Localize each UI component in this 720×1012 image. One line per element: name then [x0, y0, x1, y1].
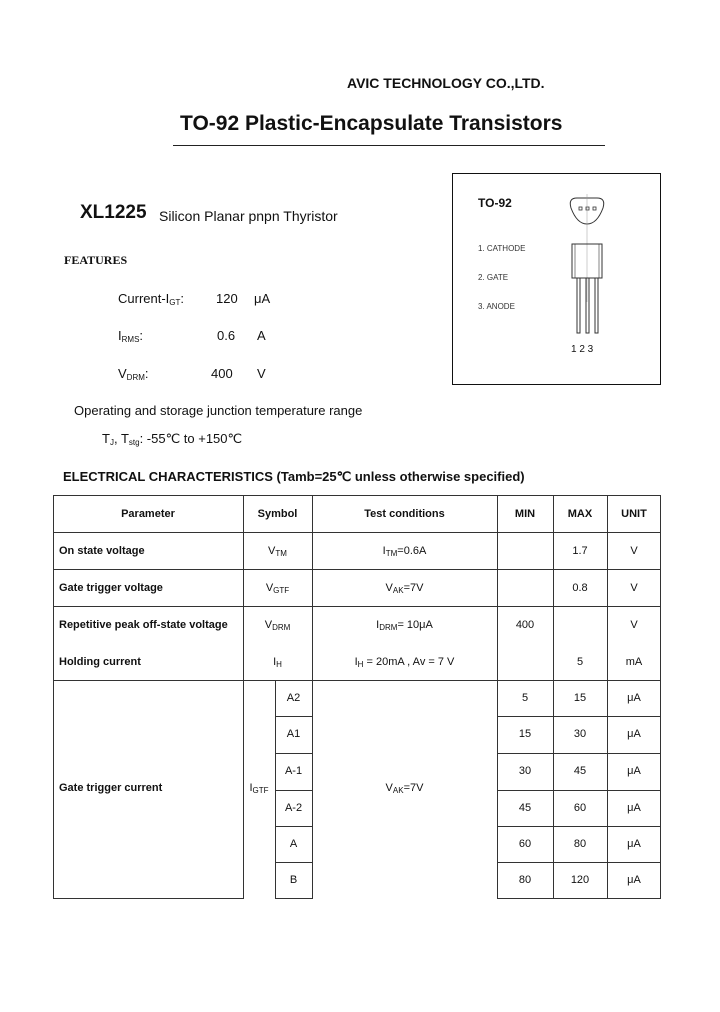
symbol-cell: [243, 582, 312, 595]
header-text: Symbol: [257, 508, 298, 520]
unit: μA: [627, 728, 641, 740]
part-number: XL1225: [80, 202, 147, 223]
feature-colon: :: [139, 328, 144, 343]
electrical-characteristics-table: [53, 495, 661, 898]
cond-value: =0.6A: [397, 545, 427, 557]
cond-sub: DRM: [379, 623, 398, 632]
parameter-cell: Holding current: [59, 656, 141, 668]
unit-cell: [607, 874, 661, 886]
min: 60: [518, 838, 532, 850]
temp-heading: Operating and storage junction temperature range: [74, 403, 363, 418]
feature-unit: V: [257, 366, 266, 381]
parameter-cell: Gate trigger voltage: [59, 582, 163, 594]
cond: I: [376, 619, 380, 631]
min-cell: [497, 838, 553, 850]
conditions-cell: [312, 782, 497, 795]
table-rule: [497, 898, 661, 899]
max: 15: [573, 692, 587, 704]
grade: A-1: [284, 765, 303, 777]
package-name: TO-92: [478, 196, 512, 210]
grade-cell: [275, 692, 312, 704]
unit-cell: [607, 656, 661, 668]
feature-value: 0.6: [217, 328, 236, 343]
unit: μA: [627, 838, 641, 850]
symbol: I: [273, 656, 277, 668]
grade: A: [289, 838, 298, 850]
table-rule: [275, 898, 312, 899]
electrical-characteristics-heading: ELECTRICAL CHARACTERISTICS (Tamb=25℃ unless otherwise specified): [63, 469, 525, 484]
max-cell: [553, 874, 607, 886]
header-text: UNIT: [621, 508, 647, 520]
cond-value: = 20mA , Av = 7 V: [363, 656, 455, 668]
cond-sub: TM: [385, 549, 398, 558]
table-rule: [275, 826, 312, 827]
temp-value: : -55℃ to +150℃: [139, 431, 243, 446]
unit-cell: [607, 545, 661, 557]
to92-package-drawing: [563, 194, 613, 334]
cond-value: =7V: [403, 582, 424, 594]
cond-sub: H: [357, 660, 364, 669]
feature-label: [118, 366, 149, 382]
max: 30: [573, 728, 587, 740]
temp-sub: J: [109, 438, 114, 447]
table-rule: [53, 495, 661, 496]
pin-numbers: 1 2 3: [571, 344, 594, 355]
table-rule: [275, 680, 276, 898]
document-title: TO-92 Plastic-Encapsulate Transistors: [180, 112, 563, 135]
column-header: [243, 508, 312, 520]
pin-label: 3. ANODE: [478, 302, 515, 311]
feature-symbol: I: [118, 328, 122, 343]
symbol: I: [249, 782, 253, 794]
feature-label: [118, 291, 184, 307]
feature-unit: μA: [254, 291, 271, 306]
unit: μA: [627, 765, 641, 777]
header-text: MIN: [514, 508, 536, 520]
table-rule: [497, 790, 661, 791]
header-text: Test conditions: [364, 508, 445, 520]
unit-cell: [607, 692, 661, 704]
grade-cell: [275, 728, 312, 740]
table-rule: [53, 532, 661, 533]
cond-value: = 10μA: [397, 619, 433, 631]
unit-cell: [607, 765, 661, 777]
table-rule: [53, 569, 661, 570]
min-cell: [497, 619, 553, 631]
column-header: [312, 508, 497, 520]
feature-colon: :: [144, 366, 149, 381]
features-heading: FEATURES: [64, 253, 128, 267]
grade: A-2: [284, 802, 303, 814]
feature-sub: GT: [169, 298, 181, 307]
max-cell: [553, 545, 607, 557]
unit-cell: [607, 582, 661, 594]
table-rule: [53, 680, 661, 681]
grade-cell: [275, 765, 312, 777]
conditions-cell: [312, 656, 497, 669]
symbol: V: [268, 545, 276, 557]
max-cell: [553, 582, 607, 594]
max: 60: [573, 802, 587, 814]
pin-label: 2. GATE: [478, 273, 509, 282]
min: 15: [518, 728, 532, 740]
part-description: Silicon Planar pnpn Thyristor: [159, 208, 338, 224]
cond: V: [385, 782, 393, 794]
table-rule: [53, 606, 661, 607]
unit: μA: [627, 874, 641, 886]
feature-sub: DRM: [126, 373, 145, 382]
symbol-cell: [243, 619, 312, 632]
unit: V: [630, 545, 638, 557]
unit-cell: [607, 619, 661, 631]
conditions-cell: [312, 582, 497, 595]
conditions-cell: [312, 619, 497, 632]
min: 45: [518, 802, 532, 814]
header-text: Parameter: [121, 508, 175, 520]
unit-cell: [607, 802, 661, 814]
unit: V: [630, 582, 638, 594]
min-cell: [497, 692, 553, 704]
min: 400: [515, 619, 535, 631]
column-header: [553, 508, 607, 520]
max-cell: [553, 838, 607, 850]
table-rule: [275, 753, 312, 754]
feature-value: 400: [211, 366, 233, 381]
symbol-sub: H: [276, 660, 282, 669]
max-cell: [553, 802, 607, 814]
max-cell: [553, 765, 607, 777]
max-cell: [553, 656, 607, 668]
grade: A2: [286, 692, 301, 704]
temp-range: [102, 431, 242, 447]
header-text: MAX: [567, 508, 593, 520]
table-rule: [497, 826, 661, 827]
symbol-sub: DRM: [272, 623, 291, 632]
grade: B: [289, 874, 298, 886]
grade-cell: [275, 802, 312, 814]
feature-value: 120: [216, 291, 238, 306]
max: 0.8: [572, 582, 588, 594]
feature-unit: A: [257, 328, 266, 343]
symbol-sub: TM: [275, 549, 287, 558]
conditions-cell: [312, 545, 497, 558]
table-rule: [275, 790, 312, 791]
max: 80: [573, 838, 587, 850]
feature-label: [118, 328, 143, 344]
company-name: AVIC TECHNOLOGY CO.,LTD.: [347, 75, 545, 91]
min-cell: [497, 728, 553, 740]
parameter-cell: On state voltage: [59, 545, 145, 557]
table-rule: [53, 898, 243, 899]
unit-cell: [607, 838, 661, 850]
column-header: [607, 508, 661, 520]
feature-sub: RMS: [121, 335, 140, 344]
max: 45: [573, 765, 587, 777]
table-rule: [497, 753, 661, 754]
temp-symbol: , T: [113, 431, 129, 446]
unit: μA: [627, 802, 641, 814]
column-header: [497, 508, 553, 520]
grade: A1: [286, 728, 301, 740]
min-cell: [497, 765, 553, 777]
feature-symbol: V: [118, 366, 127, 381]
package-box: [452, 173, 661, 385]
cond-sub: AK: [392, 786, 404, 795]
symbol-cell: [243, 656, 312, 669]
unit: V: [630, 619, 638, 631]
unit: mA: [625, 656, 643, 668]
cond: I: [354, 656, 358, 668]
max-cell: [553, 728, 607, 740]
unit-cell: [607, 728, 661, 740]
table-rule: [497, 716, 661, 717]
pin-label: 1. CATHODE: [478, 244, 526, 253]
grade-cell: [275, 874, 312, 886]
symbol-sub: GTF: [273, 586, 290, 595]
grade-cell: [275, 838, 312, 850]
max-cell: [553, 692, 607, 704]
unit: μA: [627, 692, 641, 704]
min: 30: [518, 765, 532, 777]
symbol-cell: [243, 545, 312, 558]
symbol-cell: [243, 782, 275, 795]
max: 120: [570, 874, 590, 886]
min-cell: [497, 874, 553, 886]
min: 80: [518, 874, 532, 886]
cond: I: [382, 545, 386, 557]
table-rule: [275, 862, 312, 863]
title-divider: [173, 145, 605, 146]
temp-symbol: T: [102, 431, 110, 446]
parameter-cell: Gate trigger current: [59, 782, 163, 794]
feature-symbol: Current-I: [118, 291, 170, 306]
cond: V: [385, 582, 393, 594]
cond-sub: AK: [392, 586, 404, 595]
table-rule: [53, 495, 54, 899]
temp-sub: stg: [128, 438, 140, 447]
min-cell: [497, 802, 553, 814]
table-rule: [497, 862, 661, 863]
parameter-cell: Repetitive peak off-state voltage: [59, 619, 228, 631]
symbol: V: [265, 582, 274, 594]
max: 1.7: [572, 545, 588, 557]
cond-value: =7V: [403, 782, 424, 794]
symbol-sub: GTF: [252, 786, 269, 795]
table-rule: [275, 716, 312, 717]
max: 5: [576, 656, 584, 668]
symbol: V: [264, 619, 273, 631]
column-header: [53, 508, 243, 520]
min: 5: [521, 692, 529, 704]
feature-colon: :: [180, 291, 185, 306]
